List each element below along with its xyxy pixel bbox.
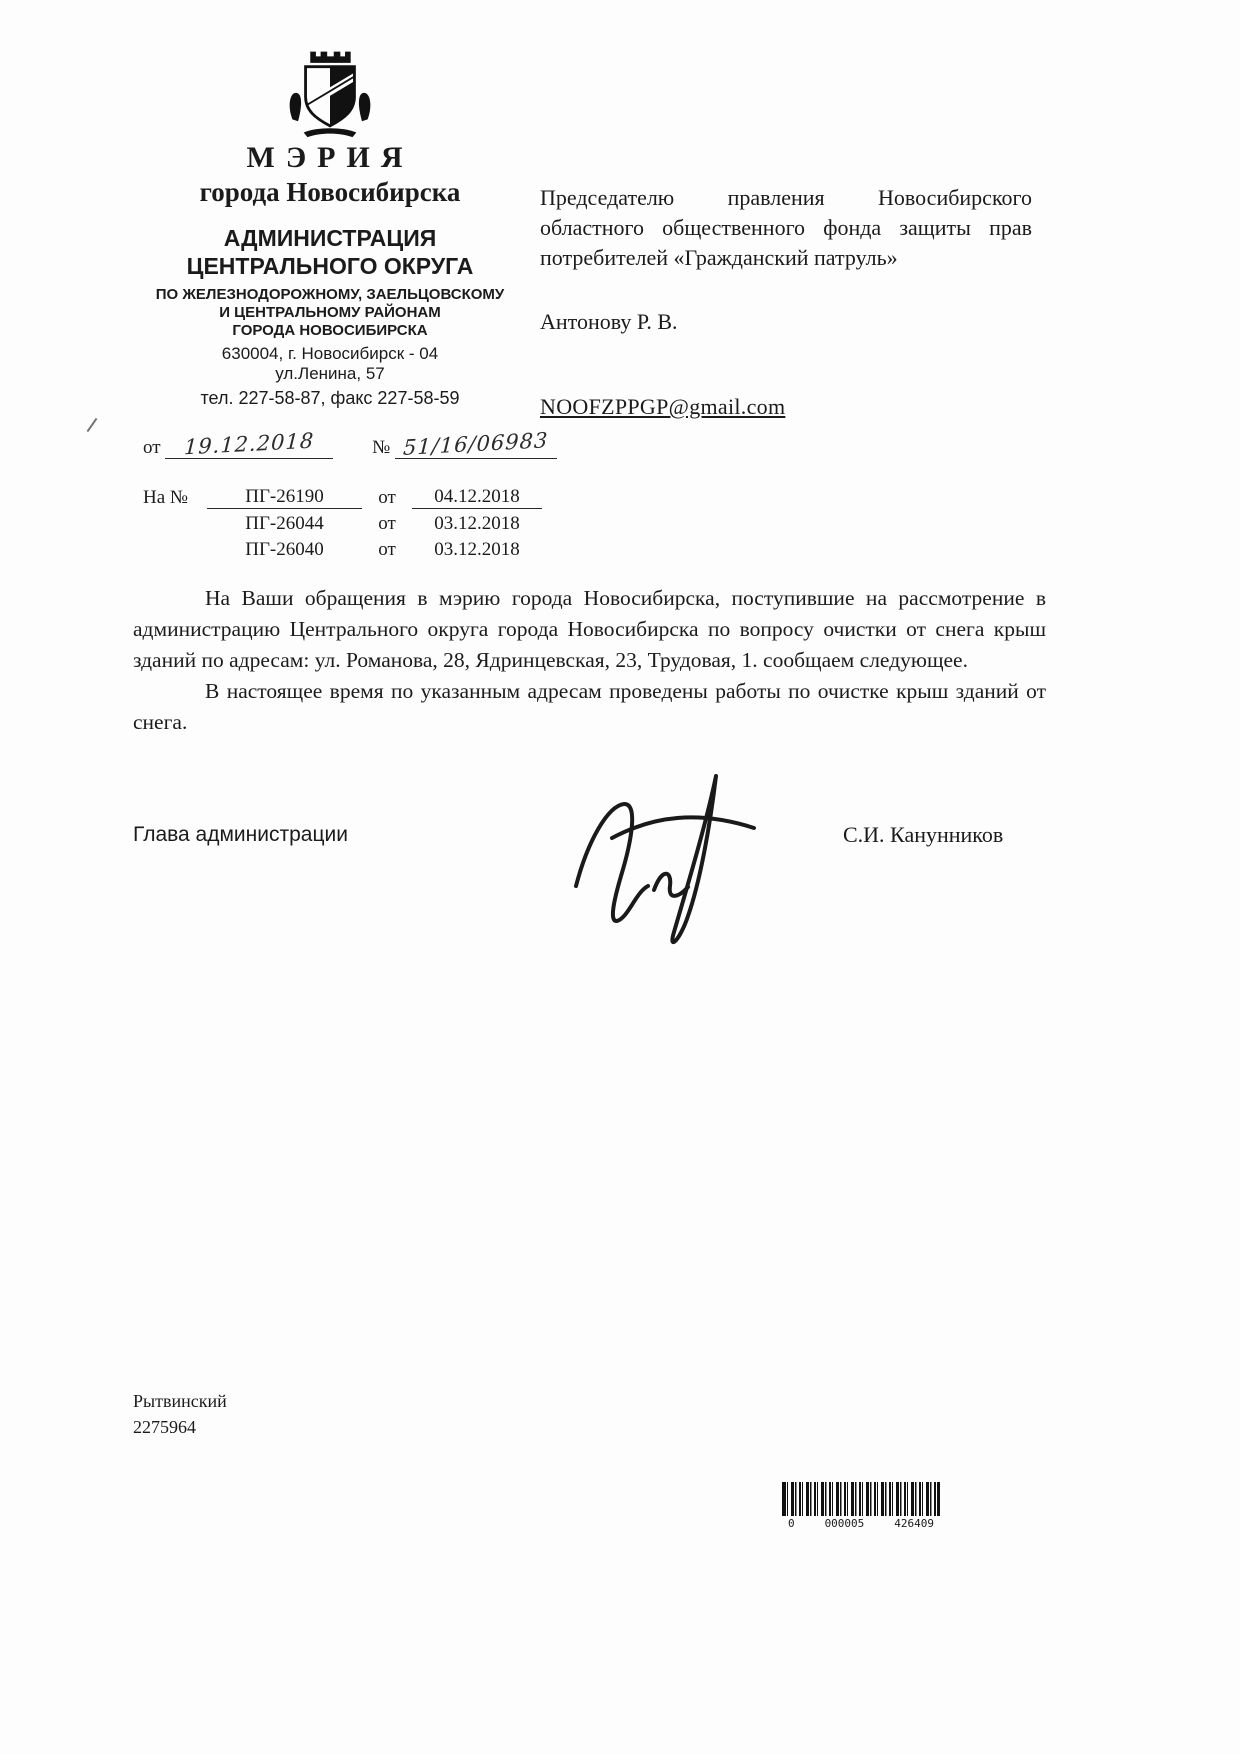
recipient-name: Антонову Р. В. (540, 309, 678, 334)
org-subtitle: города Новосибирска (199, 177, 461, 207)
incoming-ref-row (143, 509, 542, 535)
recipient-email: NOOFZPPGP@gmail.com (540, 394, 786, 419)
from-label: от (143, 437, 161, 458)
executor-phone: 2275964 (133, 1417, 196, 1437)
outgoing-ref-line (143, 428, 557, 460)
ot-label: от (378, 487, 396, 508)
body-paragraph-2: В настоящее время по указанным адресам проведены работы по очистке крыш зданий от снега. (133, 679, 1046, 734)
department-sub2: И ЦЕНТРАЛЬНОМУ РАЙОНАМ (219, 304, 441, 321)
number-label: № (372, 437, 391, 458)
in-reply-label: На № (143, 487, 189, 508)
department-sub1: ПО ЖЕЛЕЗНОДОРОЖНОМУ, ЗАЕЛЬЦОВСКОМУ (155, 286, 505, 303)
incoming-ref-row (143, 535, 542, 561)
department-line1: АДМИНИСТРАЦИЯ (223, 225, 437, 251)
letter-body (133, 583, 1046, 738)
incoming-date: 04.12.2018 (412, 486, 542, 509)
phone-line: тел. 227-58-87, факс 227-58-59 (200, 388, 460, 408)
registration-barcode (782, 1482, 940, 1530)
barcode-digit-group: 426409 (894, 1517, 934, 1530)
novosibirsk-coat-of-arms-icon (283, 44, 377, 142)
barcode-digit-group: 000005 (824, 1517, 865, 1530)
recipient-block (540, 183, 1032, 422)
incoming-number: ПГ-26190 (207, 486, 362, 509)
outgoing-number-blank (395, 428, 557, 460)
incoming-ref-row (143, 483, 542, 509)
address-line2: ул.Ленина, 57 (275, 364, 385, 383)
ot-label: от (378, 513, 396, 534)
department-sub3: ГОРОДА НОВОСИБИРСКА (232, 322, 428, 339)
letterhead (108, 140, 552, 409)
incoming-date: 03.12.2018 (434, 513, 520, 534)
outgoing-number-handwritten: 51/16/06983 (402, 428, 550, 460)
barcode-digits (782, 1517, 940, 1530)
handwritten-signature (558, 768, 773, 958)
ot-label: от (378, 539, 396, 560)
barcode-digit-group: 0 (788, 1517, 795, 1530)
body-paragraph-1: На Ваши обращения в мэрию города Новосибирска, поступившие на рассмотрение в администрацию Центрального округа города Новосибирска по вопросу очистки от снега крыш зданий по адресам: ул. Романова, 28, Ядринцевская, 23, Трудовая, 1. сообщаем следующее. (133, 586, 1046, 672)
incoming-number: ПГ-26044 (245, 513, 324, 534)
scan-artifact-mark (87, 418, 98, 432)
incoming-refs (143, 483, 542, 561)
recipient-title: Председателю правления Новосибирского областного общественного фонда защиты прав потребителей «Гражданский патруль» (540, 185, 1032, 270)
org-title: МЭРИЯ (246, 141, 414, 174)
barcode-bars (782, 1482, 940, 1516)
department-line2: ЦЕНТРАЛЬНОГО ОКРУГА (186, 253, 474, 279)
executor-name: Рытвинский (133, 1391, 227, 1411)
address-line1: 630004, г. Новосибирск - 04 (221, 344, 439, 363)
signer-name: С.И. Канунников (843, 822, 1004, 847)
outgoing-date-handwritten: 19.12.2018 (183, 428, 315, 460)
signer-position: Глава администрации (133, 823, 348, 846)
incoming-number: ПГ-26040 (245, 539, 324, 560)
executor-block (133, 1388, 227, 1440)
incoming-date: 03.12.2018 (434, 539, 520, 560)
outgoing-date-blank (165, 428, 333, 460)
